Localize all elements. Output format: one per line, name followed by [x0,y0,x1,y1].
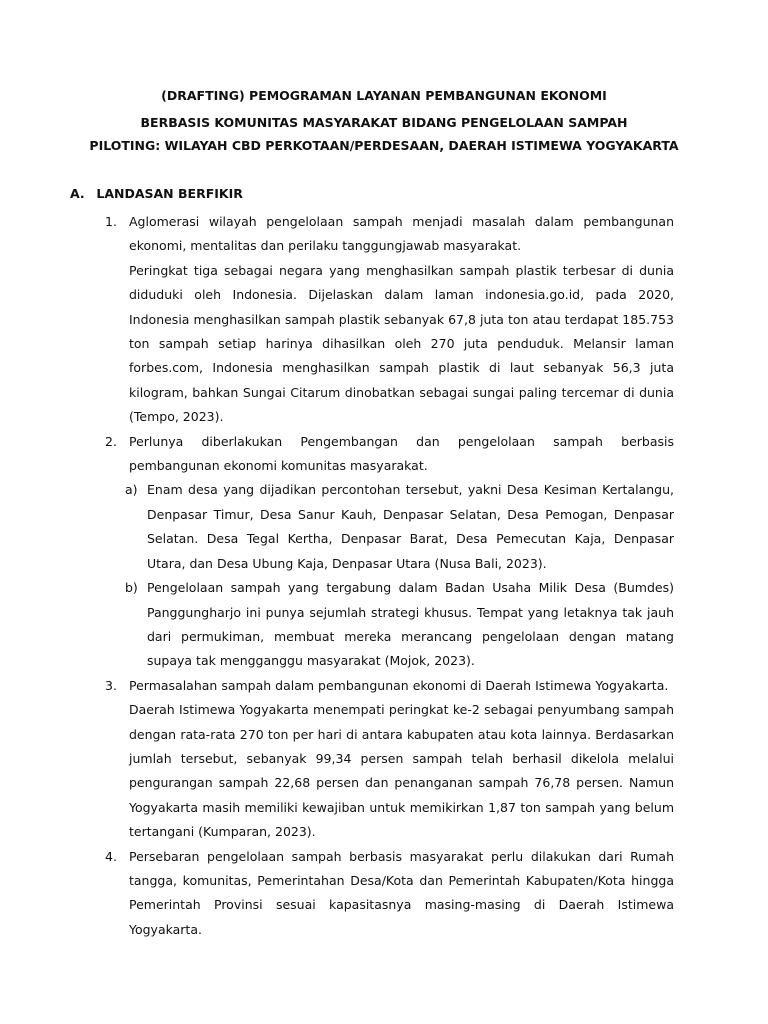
list-item-heading: Perlunya diberlakukan Pengembangan dan pengelolaan sampah berbasis pembangunan ekonomi komunitas masyarakat. [129,433,674,474]
section-title: LANDASAN BERFIKIR [96,186,243,201]
document-title-line-1: (DRAFTING) PEMOGRAMAN LAYANAN PEMBANGUNAN EKONOMI [161,88,607,103]
list-item-body: Daerah Istimewa Yogyakarta menempati peringkat ke-2 sebagai penyumbang sampah dengan rata-rata 270 ton per hari di antara kabupaten atau kota lainnya. Berdasarkan jumlah tersebut, sebanyak 99,34 persen sampah telah berhasil dikelola melalui pengurangan sampah 22,68 persen dan penanganan sampah 76,78 persen. Namun Yogyakarta masih memiliki kewajiban untuk memikirkan 1,87 ton sampah yang belum tertangani (Kumparan, 2023). [129,702,674,840]
sub-item-label: a) [125,482,138,498]
list-number: 2. [105,433,117,449]
list-item-body: Peringkat tiga sebagai negara yang menghasilkan sampah plastik terbesar di dunia diduduki oleh Indonesia. Dijelaskan dalam laman indonesia.go.id, pada 2020, Indonesia menghasilkan sampah plastik sebanyak 67,8 juta ton atau terdapat 185.753 ton sampah setiap harinya dihasilkan oleh 270 juta penduduk. Melansir laman forbes.com, Indonesia menghasilkan sampah plastik di laut sebanyak 56,3 juta kilogram, bahkan Sungai Citarum dinobatkan sebagai sungai paling tercemar di dunia (Tempo, 2023). [129,262,674,425]
list-item-heading: Permasalahan sampah dalam pembangunan ekonomi di Daerah Istimewa Yogyakarta. [129,677,669,693]
sub-item-text: Enam desa yang dijadikan percontohan tersebut, yakni Desa Kesiman Kertalangu, Denpasar Timur, Desa Sanur Kauh, Denpasar Selatan, Desa Pemogan, Denpasar Selatan. Desa Tegal Kertha, Denpasar Barat, Desa Pemecutan Kaja, Denpasar Utara, dan Desa Ubung Kaja, Denpasar Utara (Nusa Bali, 2023). [147,482,674,571]
list-item-3 [105,674,674,845]
list-item-2 [105,430,674,674]
document-title-line-3: PILOTING: WILAYAH CBD PERKOTAAN/PERDESAAN, DAERAH ISTIMEWA YOGYAKARTA [89,138,679,153]
sub-item-a [125,478,674,576]
list-number: 4. [105,848,117,864]
sub-item-b [125,576,674,674]
list-item-1 [105,210,674,430]
list-item-heading: Persebaran pengelolaan sampah berbasis masyarakat perlu dilakukan dari Rumah tangga, komunitas, Pemerintahan Desa/Kota dan Pemerintah Kabupaten/Kota hingga Pemerintah Provinsi sesuai kapasitasnya masing-masing di Daerah Istimewa Yogyakarta. [129,848,674,937]
sub-item-label: b) [125,580,138,596]
list-item-heading: Aglomerasi wilayah pengelolaan sampah menjadi masalah dalam pembangunan ekonomi, mentalitas dan perilaku tanggungjawab masyarakat. [129,214,674,254]
list-item-4 [105,845,674,943]
section-heading [70,186,243,202]
list-number: 3. [105,677,117,693]
document-title-line-2: BERBASIS KOMUNITAS MASYARAKAT BIDANG PENGELOLAAN SAMPAH [140,115,628,130]
sub-item-text: Pengelolaan sampah yang tergabung dalam Badan Usaha Milik Desa (Bumdes) Panggungharjo ini punya sejumlah strategi khusus. Tempat yang letaknya tak jauh dari permukiman, membuat mereka merancang pengelolaan dengan matang supaya tak mengganggu masyarakat (Mojok, 2023). [147,580,674,669]
list-number: 1. [105,214,117,229]
section-label: A. [70,186,85,201]
numbered-list [105,210,674,942]
